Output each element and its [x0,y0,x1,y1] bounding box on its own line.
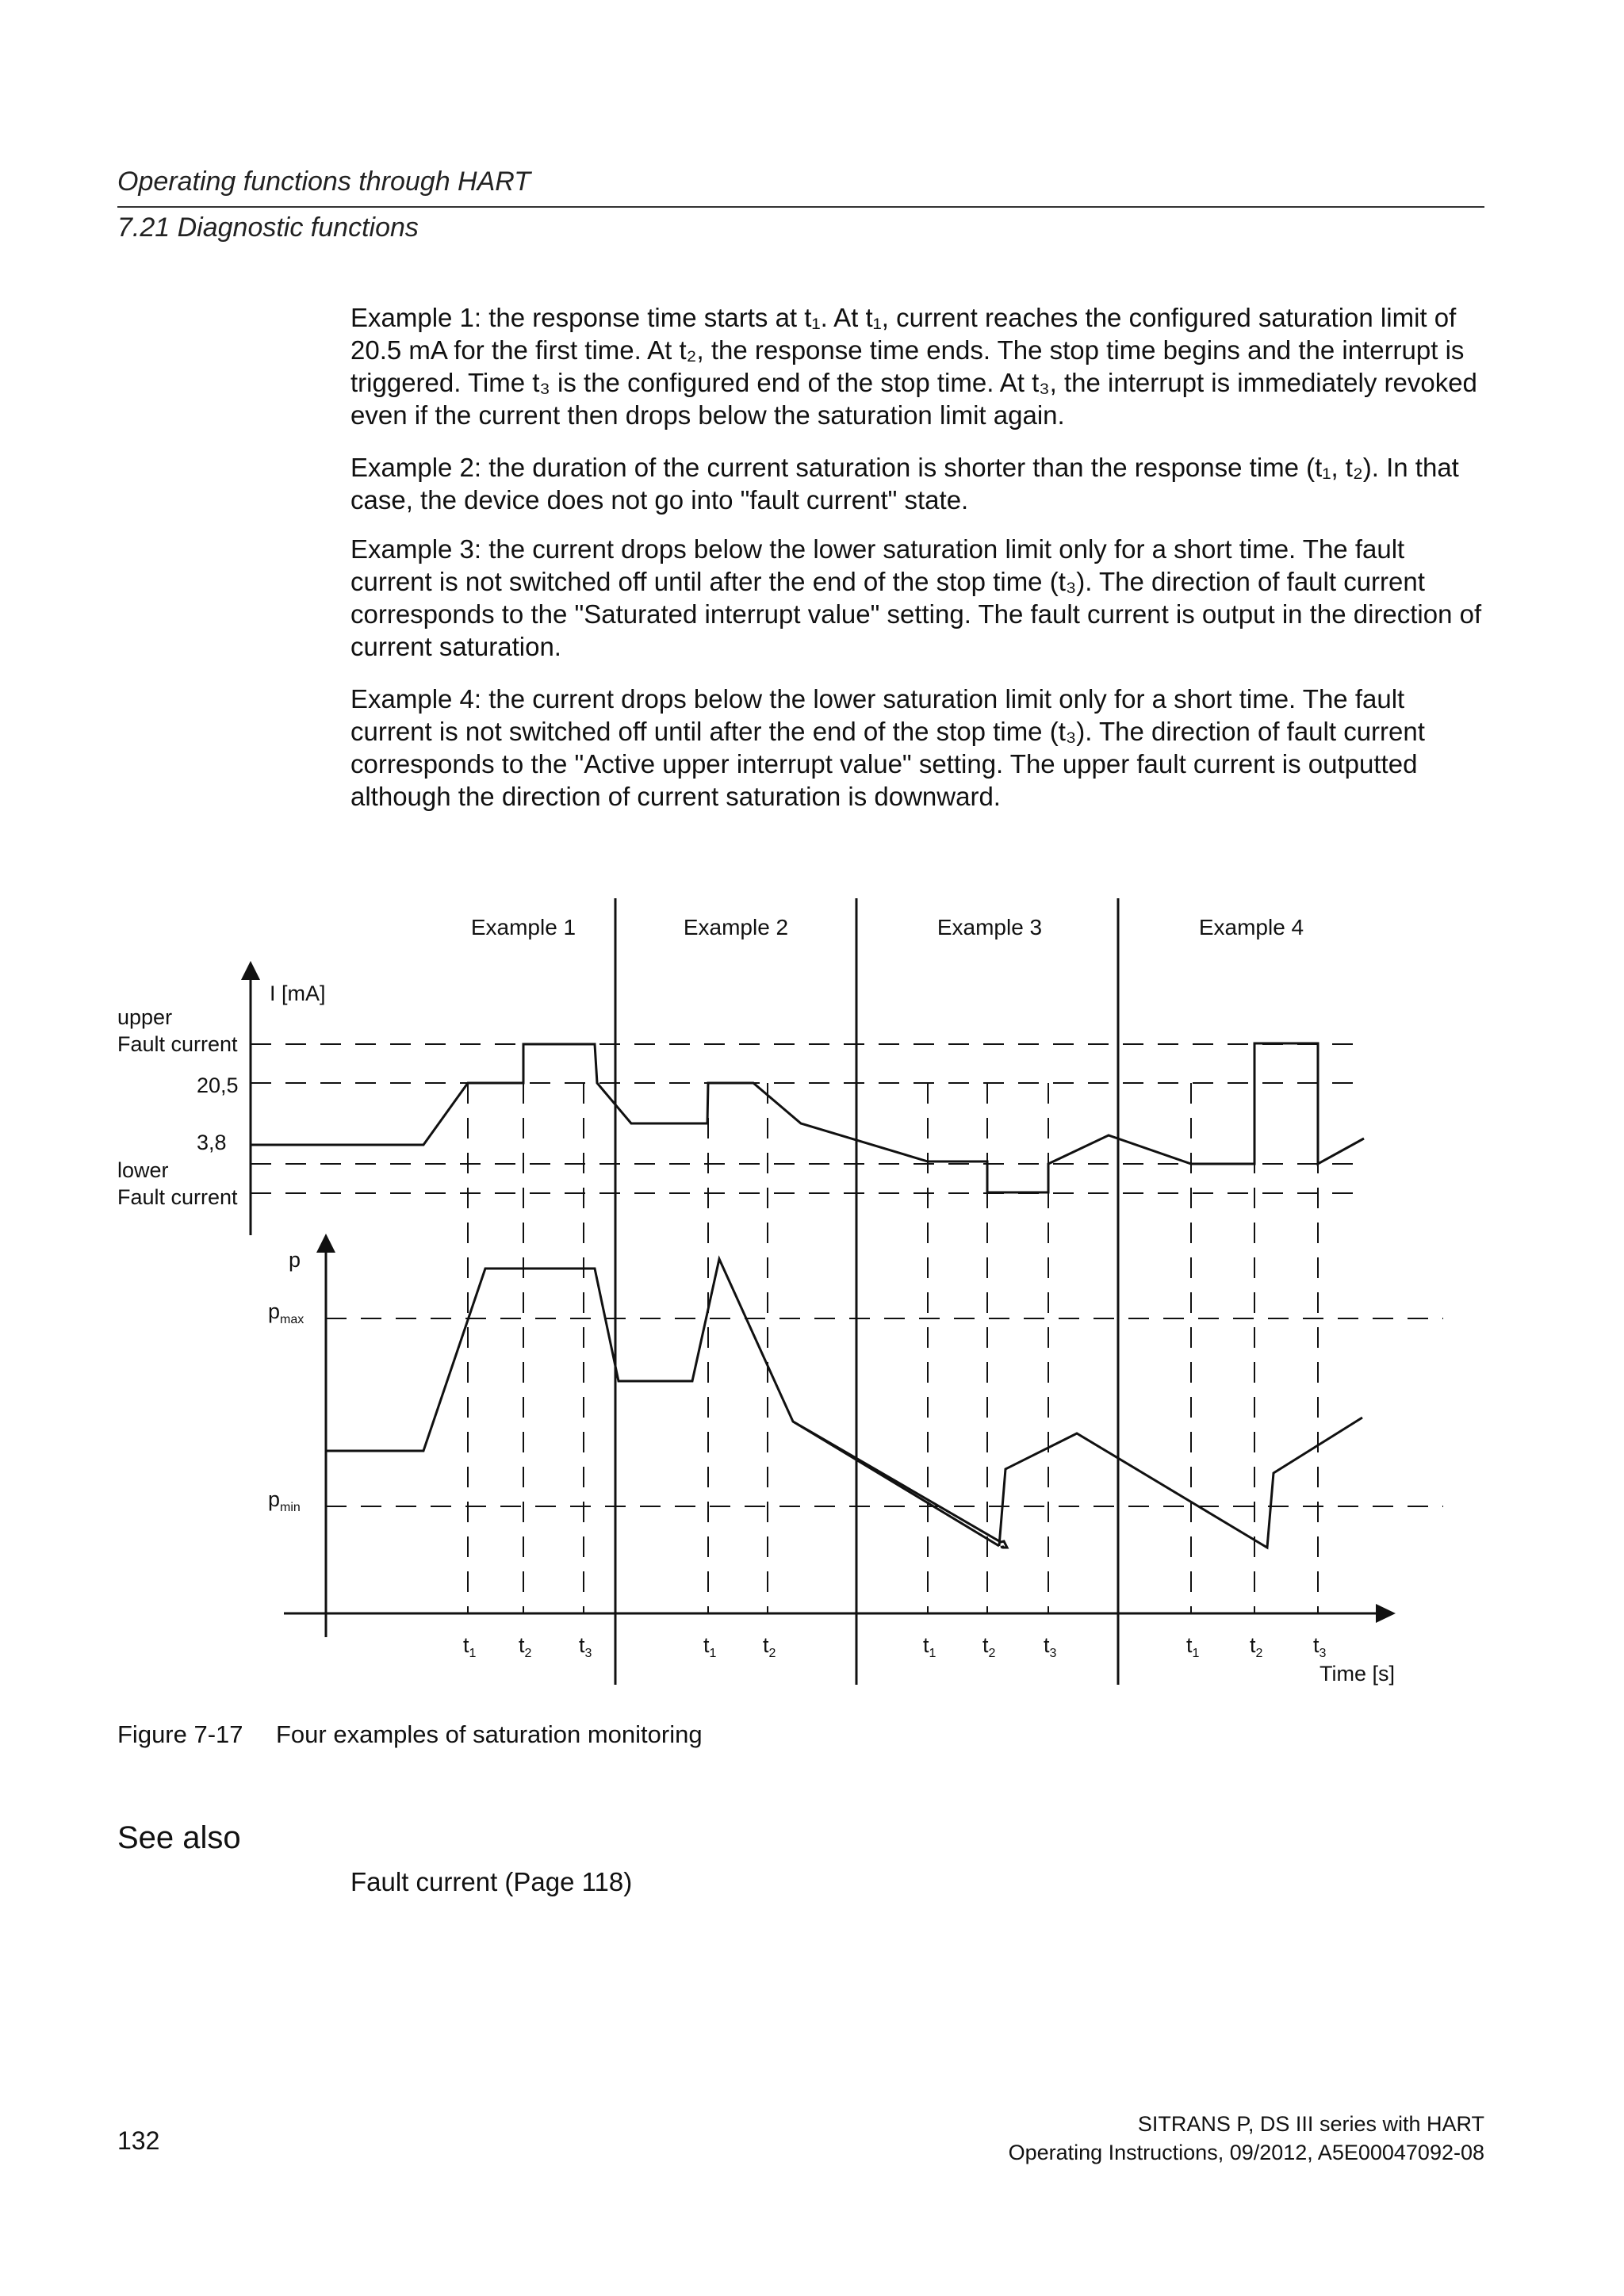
time-marker-label: $t_1$ [923,1633,936,1660]
pmax-label: $p_{max}$ [268,1299,304,1326]
example-2-label: Example 2 [350,453,474,482]
time-marker-lines [468,1083,1318,1613]
section-label-example-4: Example 4 [1198,915,1304,939]
section-dividers [615,898,1118,1685]
example-3-text: : the current drops below the lower saturation limit only for a short time. The fault current is not switched off until after the end of the stop time (t₃). The direction of fault current corresponds to the "Saturated interrupt value" setting. The fault current is output in the direction of current saturation. [350,534,1482,661]
current-axis-label: I [mA] [270,982,326,1005]
see-also-link[interactable]: Fault current (Page 118) [350,1867,633,1896]
see-also-heading: See also [117,1820,241,1855]
current-axis-arrow-icon [241,961,260,980]
time-axis-arrow-icon [1376,1604,1396,1623]
example-4-text: : the current drops below the lower saturation limit only for a short time. The fault current is not switched off until after the end of the stop time (t₃). The direction of fault current corresponds to the "Active upper interrupt value" setting. The upper fault current is outputted although the direction of current saturation is downward. [350,684,1425,811]
example-2-text: : the duration of the current saturation is shorter than the response time (t₁, t₂). In that case, the device does not go into "fault current" state. [350,453,1459,515]
section-label-example-3: Example 3 [936,915,1043,939]
page-number: 132 [117,2126,160,2155]
example-1-text: : the response time starts at t₁. At t₁, current reaches the configured saturation limit of 20.5 mA for the first time. At t₂, the response time ends. The stop time begins and the interrupt is triggered. Time t₃ is the configured end of the stop time. At t₃, the interrupt is immediately revoked even if the current then drops below the saturation limit again. [350,303,1477,430]
current-trace [251,1043,1364,1192]
time-marker-labels [463,1633,1327,1660]
time-marker-label: $t_2$ [519,1633,532,1660]
time-marker-label: $t_1$ [1186,1633,1200,1660]
pressure-axis-label: p [289,1248,301,1272]
footer-doc-info: Operating Instructions, 09/2012, A5E00047092-08 [1008,2141,1484,2164]
example-4-label: Example 4 [350,684,474,714]
sat-low-label: 3,8 [197,1131,227,1154]
time-marker-label: $t_3$ [579,1633,592,1660]
time-marker-label: $t_1$ [703,1633,717,1660]
pmin-subscript: min [280,1501,301,1514]
pressure-trace-3 [999,1418,1362,1548]
upper-fault-label-line1: upper [117,1005,173,1029]
pressure-trace-2 [793,1422,999,1546]
time-marker-label: $t_3$ [1044,1633,1057,1660]
figure-caption-text: Four examples of saturation monitoring [276,1720,703,1748]
example-1-label: Example 1 [350,303,474,332]
pressure-axis-arrow-icon [316,1234,335,1253]
time-marker-label: $t_2$ [982,1633,996,1660]
lower-fault-label-line2: Fault current [117,1185,238,1209]
example-3-label: Example 3 [350,534,474,564]
pmin-label: $p_{min}$ [268,1487,301,1514]
time-marker-label: $t_1$ [463,1633,477,1660]
lower-fault-label-line1: lower [117,1158,169,1182]
time-marker-label: $t_2$ [1250,1633,1263,1660]
pressure-trace [326,1259,1007,1548]
section-label-example-1: Example 1 [470,915,576,939]
current-level-lines [251,1044,1364,1193]
pmax-subscript: max [280,1313,304,1326]
footer-product: SITRANS P, DS III series with HART [1137,2112,1484,2136]
figure-caption-number: Figure 7-17 [117,1720,243,1748]
time-axis-label: Time [s] [1320,1662,1396,1686]
time-marker-label: $t_3$ [1313,1633,1327,1660]
running-header-chapter: Operating functions through HART [117,166,530,197]
time-marker-label: $t_2$ [763,1633,776,1660]
running-header-section: 7.21 Diagnostic functions [117,212,419,243]
section-label-example-2: Example 2 [683,915,789,939]
sat-high-label: 20,5 [197,1073,239,1097]
upper-fault-label-line2: Fault current [117,1032,238,1056]
